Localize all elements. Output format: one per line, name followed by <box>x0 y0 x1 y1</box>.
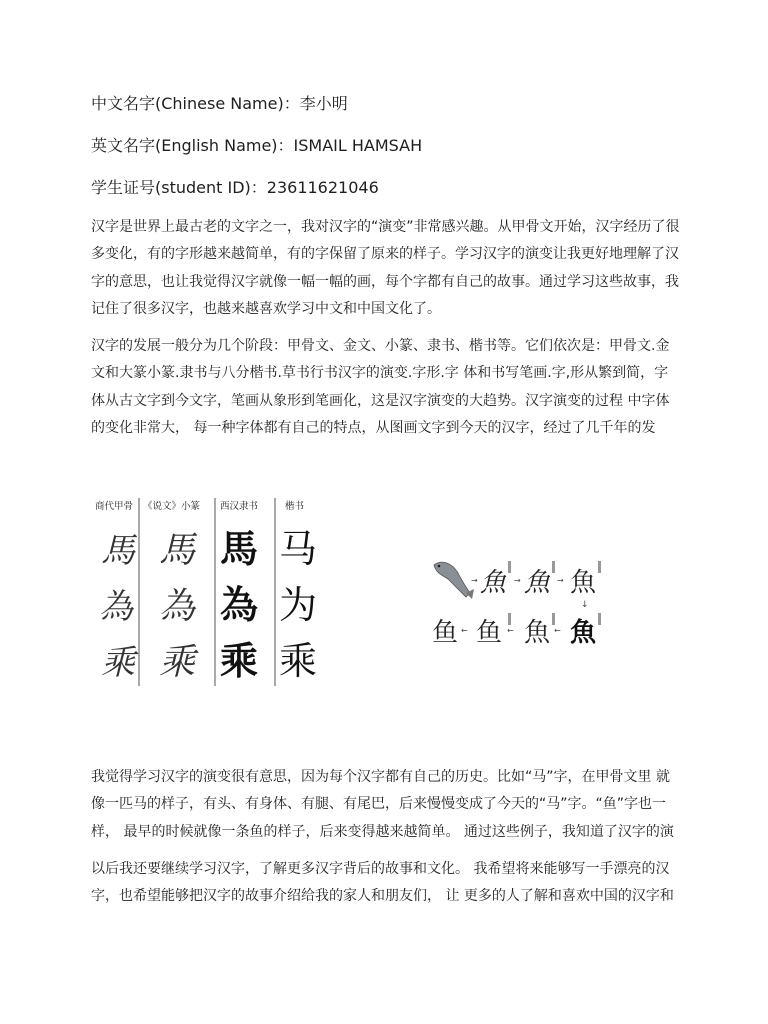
arrow-icon: ← <box>507 626 514 635</box>
arrow-down-icon: ↓ <box>581 600 589 610</box>
paragraph-4: 以后我还要继续学习汉字，了解更多汉字背后的故事和文化。 我希望将来能够写一手漂亮的汉字，也希望能够把汉字的故事介绍给我的家人和朋友们， 让 更多的人了解和喜欢中国的汉字和 <box>91 861 674 905</box>
char-r1-c1: 馬 <box>101 531 135 571</box>
char-r2-c4: 为 <box>279 583 318 627</box>
arrow-icon: ← <box>461 626 468 635</box>
fish-bottom-3: 魚 <box>524 618 551 648</box>
label-tag <box>552 613 555 625</box>
evolution-table-figure <box>93 494 320 686</box>
fish-top-3: 魚 <box>570 568 597 598</box>
label-tag <box>598 561 601 573</box>
char-r2-c3: 為 <box>220 583 259 627</box>
header-seal: 《说文》小篆 <box>143 501 201 512</box>
english-name-line: 英文名字(English Name)：ISMAIL HAMSAH <box>91 136 423 155</box>
char-r2-c1: 為 <box>99 587 133 627</box>
fish-top-2: 魚 <box>524 568 551 598</box>
paragraph-3: 我觉得学习汉字的演变很有意思，因为每个汉字都有自己的历史。比如“马”字，在甲骨文里 就像一匹马的样子，有头、有身体、有腿、有尾巴，后来慢慢变成了今天的“马”字。“鱼”字也一样， 最早的时候就像一条鱼的样子，后来变得越来越简单。 通过这些例子，我知道了汉字的演 <box>91 769 674 840</box>
header-clerical: 西汉隶书 <box>220 501 259 512</box>
char-r1-c4: 马 <box>279 527 318 571</box>
fish-bottom-2: 鱼 <box>476 618 503 648</box>
fish-top-1: 魚 <box>480 568 507 598</box>
chinese-name-line: 中文名字(Chinese Name)：李小明 <box>91 94 348 113</box>
label-tag <box>508 613 511 625</box>
label-tag <box>508 561 511 573</box>
arrow-icon: → <box>471 576 478 585</box>
char-r1-c3: 馬 <box>220 527 259 571</box>
fish-evolution-svg <box>428 553 610 649</box>
fish-picture <box>434 562 474 599</box>
label-tag <box>598 613 601 625</box>
char-r3-c2: 乘 <box>159 642 196 683</box>
label-tag <box>552 561 555 573</box>
arrow-icon: ← <box>554 626 561 635</box>
header-oracle: 商代甲骨 <box>95 501 134 512</box>
paragraph-2: 汉字的发展一般分为几个阶段：甲骨文、金文、小篆、隶书、楷书等。它们依次是：甲骨文.金文和大篆小篆.隶书与八分楷书.草书行书汉字的演变.字形.字 体和书写笔画.字,形从繁到简，字体从古文字到今文字，笔画从象形到笔画化，这是汉字演变的大趋势。汉字演变的过程 中字体的变化非常大， 每一种字体都有自己的特点，从图画文字到今天的汉字，经过了几千年的发 <box>91 338 670 436</box>
char-r1-c2: 馬 <box>159 530 196 571</box>
paragraph-1: 汉字是世界上最古老的文字之一，我对汉字的“演变”非常感兴趣。从甲骨文开始，汉字经历了很多变化，有的字形越来越简单，有的字保留了原来的样子。学习汉字的演变让我更好地理解了汉字的意思，也让我觉得汉字就像一幅一幅的画，每个字都有自己的故事。通过学习这些故事，我记住了很多汉字，也越来越喜欢学习中文和中国文化了。 <box>91 219 680 317</box>
fish-bottom-1: 鱼 <box>432 618 459 648</box>
arrow-icon: → <box>514 576 521 585</box>
char-r3-c4: 乘 <box>279 639 318 683</box>
evolution-table-svg <box>93 494 320 686</box>
char-r3-c1: 乘 <box>101 643 135 683</box>
header-regular: 楷书 <box>285 501 305 512</box>
char-r2-c2: 為 <box>159 586 196 627</box>
arrow-icon: → <box>557 576 564 585</box>
fish-evolution-figure <box>428 553 610 649</box>
char-r3-c3: 乘 <box>220 639 259 683</box>
student-id-line: 学生证号(student ID)：23611621046 <box>91 178 379 197</box>
fish-bottom-4: 魚 <box>570 618 597 648</box>
